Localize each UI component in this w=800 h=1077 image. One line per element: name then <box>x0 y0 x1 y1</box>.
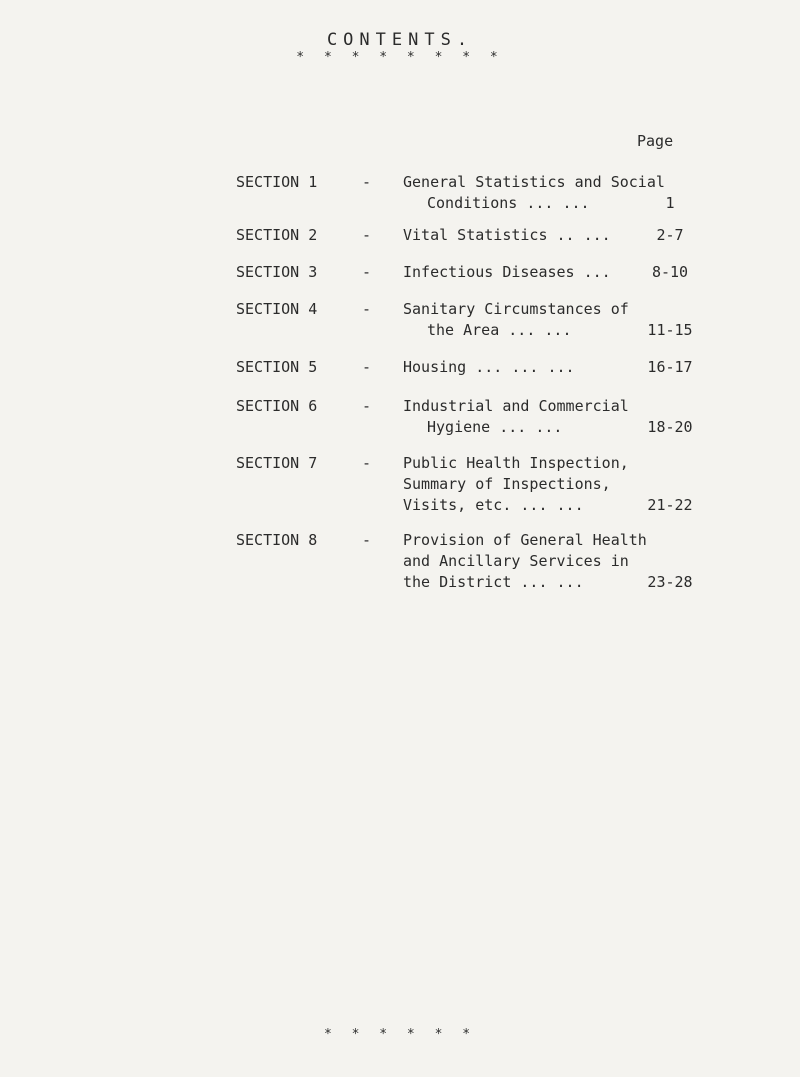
section-title-line: Conditions ... ... <box>427 194 590 212</box>
section-title-line: General Statistics and Social <box>403 173 665 191</box>
section-title-line: Visits, etc. ... ... <box>403 496 584 514</box>
section-title-line: the District ... ... <box>403 573 584 591</box>
section-label: SECTION 2 <box>236 226 318 244</box>
section-title-line: Hygiene ... ... <box>427 418 563 436</box>
section-dash: - <box>362 531 372 549</box>
section-label: SECTION 4 <box>236 300 318 318</box>
section-label: SECTION 6 <box>236 397 318 415</box>
page-range: 8-10 <box>651 263 689 281</box>
page-range: 16-17 <box>647 358 693 376</box>
section-dash: - <box>362 397 372 415</box>
contents-heading: CONTENTS. <box>326 30 474 50</box>
section-label: SECTION 8 <box>236 531 318 549</box>
section-title-line: Provision of General Health <box>403 531 647 549</box>
section-title <box>403 262 611 283</box>
section-title <box>403 453 629 516</box>
section-title-line: Sanitary Circumstances of <box>403 300 629 318</box>
section-dash: - <box>362 454 372 472</box>
section-title-line: Summary of Inspections, <box>403 475 611 493</box>
section-title-line: Infectious Diseases ... <box>403 263 611 281</box>
section-title <box>403 530 647 593</box>
page-range: 23-28 <box>647 573 693 591</box>
section-label: SECTION 1 <box>236 173 318 191</box>
section-dash: - <box>362 300 372 318</box>
footer-stars: * * * * * * <box>323 1027 477 1042</box>
page-range: 21-22 <box>647 496 693 514</box>
section-title <box>403 172 665 214</box>
section-dash: - <box>362 263 372 281</box>
section-title <box>403 357 575 378</box>
heading-stars: * * * * * * * * <box>296 50 504 65</box>
section-title-line: Housing ... ... ... <box>403 358 575 376</box>
section-dash: - <box>362 226 372 244</box>
page-range: 2-7 <box>656 226 684 244</box>
page-range: 18-20 <box>647 418 693 436</box>
section-label: SECTION 3 <box>236 263 318 281</box>
section-title-line: and Ancillary Services in <box>403 552 629 570</box>
section-title <box>403 225 611 246</box>
section-title <box>403 396 629 438</box>
section-dash: - <box>362 173 372 191</box>
section-dash: - <box>362 358 372 376</box>
page-column-label: Page <box>637 132 674 150</box>
section-label: SECTION 5 <box>236 358 318 376</box>
section-title-line: Vital Statistics .. ... <box>403 226 611 244</box>
page-range: 1 <box>665 194 675 212</box>
section-label: SECTION 7 <box>236 454 318 472</box>
section-title-line: Industrial and Commercial <box>403 397 629 415</box>
section-title <box>403 299 629 341</box>
page-range: 11-15 <box>647 321 693 339</box>
section-title-line: Public Health Inspection, <box>403 454 629 472</box>
section-title-line: the Area ... ... <box>427 321 572 339</box>
